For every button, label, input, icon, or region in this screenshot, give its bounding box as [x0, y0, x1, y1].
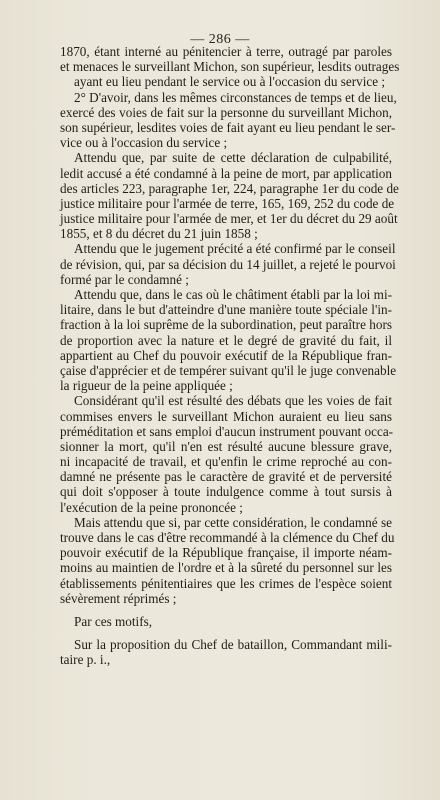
text-line: formé par le condamné ; — [60, 271, 189, 287]
text-line: justice militaire pour l'armée de mer, et 1er du décret du 29 août — [60, 211, 398, 227]
text-line: Par ces motifs, — [74, 613, 153, 629]
text-line: sionner la mort, qu'il n'en est résulté aucune blessure grave, — [60, 438, 392, 454]
text-line: Attendu que, dans le cas où le châtiment établi par la loi mi- — [74, 287, 392, 302]
text-line: justice militaire pour l'armée de terre, 165, 169, 252 du code de — [60, 195, 395, 211]
text-line: Considérant qu'il est résulté des débats que les voies de fait — [74, 393, 392, 409]
text-line: et menaces le surveillant Michon, son supérieur, lesdits outrages — [60, 59, 400, 75]
text-line: fraction à la loi suprême de la subordination, peut paraître hors — [60, 317, 392, 333]
text-line: sévèrement réprimés ; — [60, 590, 177, 606]
text-line: 1870, étant interné au pénitencier à terre, outragé par paroles — [60, 44, 392, 59]
text-line: commises envers le surveillant Michon auraient eu lieu sans — [60, 408, 392, 424]
text-line: exercé des voies de fait sur la personne du surveillant Michon, — [60, 104, 392, 120]
text-line: appartient au Chef du pouvoir exécutif de la République fran- — [60, 347, 392, 363]
body-text — [60, 44, 400, 668]
text-line: ayant eu lieu pendant le service ou à l'occasion du service ; — [74, 74, 386, 90]
text-line: ni incapacité de travail, et qu'enfin le crime reproché au con- — [60, 454, 392, 470]
paragraph-gap — [60, 606, 392, 614]
text-line: damné ne présente pas le caractère de gravité et de perversité — [60, 469, 392, 485]
text-line: moins au maintien de l'ordre et à la sûreté du personnel sur les — [60, 560, 392, 576]
text-line: trouve dans le cas d'être recommandé à la clémence du Chef du — [60, 530, 395, 545]
text-line: des articles 223, paragraphe 1er, 224, paragraphe 1er du code de — [60, 180, 399, 196]
text-line: taire p. i., — [60, 652, 111, 668]
text-line: préméditation et sans emploi d'aucun instrument pouvant occa- — [60, 423, 394, 439]
text-line: établissements pénitentiaires que les crimes de l'espèce soient — [60, 575, 392, 591]
text-line: Mais attendu que si, par cette considération, le condamné se — [74, 514, 392, 530]
page-number: — 286 — — [190, 32, 250, 47]
text-line: Attendu que le jugement précité a été confirmé par le conseil — [74, 241, 396, 257]
paragraph-gap — [60, 629, 392, 637]
text-line: litaire, dans le but d'atteindre d'une manière toute spéciale l'in- — [60, 302, 392, 318]
text-line: 1855, et 8 du décret du 21 juin 1858 ; — [60, 226, 258, 242]
text-line: pouvoir exécutif de la République française, il importe néam- — [60, 545, 392, 561]
text-line: qui doit s'opposer à toute indulgence comme à tout sursis à — [60, 484, 392, 500]
text-line: ledit accusé a été condamné à la peine de mort, par application — [60, 165, 392, 181]
text-line: 2° D'avoir, dans les mêmes circonstances de temps et de lieu, — [74, 89, 397, 105]
text-line: l'exécution de la peine prononcée ; — [60, 499, 243, 515]
text-line: de révision, qui, par sa décision du 14 juillet, a rejeté le pourvoi — [60, 256, 396, 272]
text-line: la rigueur de la peine appliquée ; — [60, 378, 233, 394]
text-line: çaise d'apprécier et de tempérer suivant qu'il le juge convenable — [60, 362, 397, 378]
text-line: de proportion avec la nature et le degré de gravité du fait, il — [60, 332, 392, 348]
text-line: son supérieur, lesdites voies de fait ayant eu lieu pendant le ser- — [60, 119, 396, 135]
text-line: Attendu que, par suite de cette déclaration de culpabilité, — [74, 150, 392, 166]
text-line: vice ou à l'occasion du service ; — [60, 135, 228, 151]
text-line: Sur la proposition du Chef de bataillon, Commandant mili- — [74, 637, 392, 653]
